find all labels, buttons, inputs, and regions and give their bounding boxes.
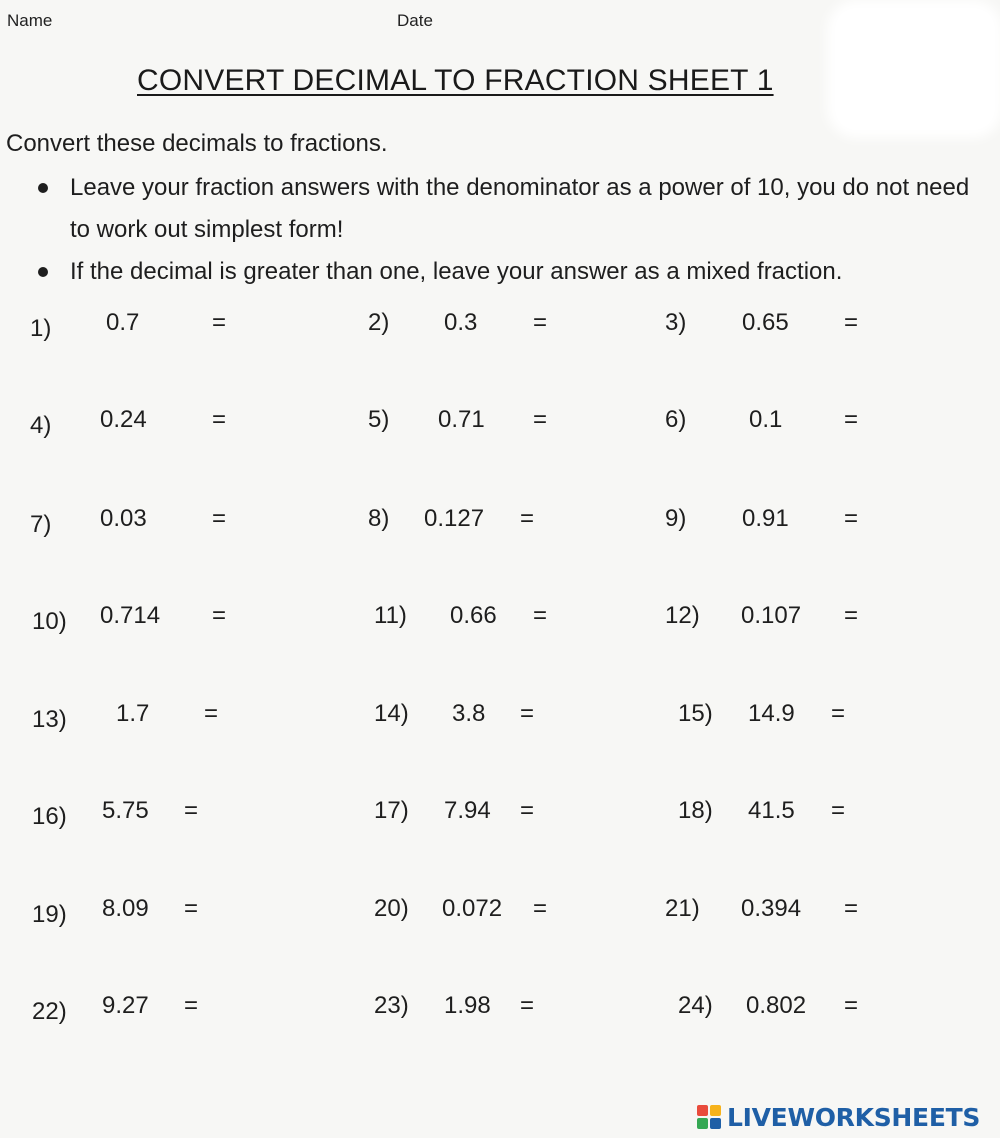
bullet-icon bbox=[38, 267, 48, 277]
equals-sign: = bbox=[533, 895, 548, 922]
equals-sign: = bbox=[212, 505, 227, 532]
equals-sign: = bbox=[520, 797, 535, 824]
erased-area bbox=[835, 8, 995, 130]
problem-number: 14) bbox=[374, 700, 409, 727]
problem-number: 24) bbox=[678, 992, 713, 1019]
watermark-text: LIVEWORKSHEETS bbox=[727, 1102, 981, 1132]
equals-sign: = bbox=[520, 505, 535, 532]
equals-sign: = bbox=[844, 895, 859, 922]
problem-number: 7) bbox=[30, 511, 52, 538]
problem-number: 19) bbox=[32, 901, 67, 928]
problem-decimal: 1.7 bbox=[116, 700, 150, 727]
problem-decimal: 9.27 bbox=[102, 992, 149, 1019]
equals-sign: = bbox=[520, 992, 535, 1019]
problem-decimal: 0.66 bbox=[450, 602, 497, 629]
problem-number: 3) bbox=[665, 309, 687, 336]
equals-sign: = bbox=[844, 505, 859, 532]
problem-number: 16) bbox=[32, 803, 67, 830]
problem-number: 17) bbox=[374, 797, 409, 824]
equals-sign: = bbox=[831, 797, 846, 824]
problem-number: 2) bbox=[368, 309, 390, 336]
equals-sign: = bbox=[844, 992, 859, 1019]
equals-sign: = bbox=[184, 895, 199, 922]
problem-decimal: 0.802 bbox=[746, 992, 807, 1019]
problem-number: 6) bbox=[665, 406, 687, 433]
problem-number: 18) bbox=[678, 797, 713, 824]
problem-number: 21) bbox=[665, 895, 700, 922]
problem-number: 10) bbox=[32, 608, 67, 635]
problem-decimal: 0.714 bbox=[100, 602, 161, 629]
equals-sign: = bbox=[184, 992, 199, 1019]
bullet-icon bbox=[38, 183, 48, 193]
problem-decimal: 5.75 bbox=[102, 797, 149, 824]
problem-decimal: 14.9 bbox=[748, 700, 795, 727]
problem-decimal: 0.127 bbox=[424, 505, 485, 532]
equals-sign: = bbox=[212, 602, 227, 629]
problem-decimal: 0.71 bbox=[438, 406, 485, 433]
equals-sign: = bbox=[204, 700, 219, 727]
problem-number: 4) bbox=[30, 412, 52, 439]
equals-sign: = bbox=[533, 602, 548, 629]
problem-decimal: 0.65 bbox=[742, 309, 789, 336]
problem-decimal: 0.3 bbox=[444, 309, 478, 336]
equals-sign: = bbox=[533, 406, 548, 433]
equals-sign: = bbox=[533, 309, 548, 336]
problem-decimal: 7.94 bbox=[444, 797, 491, 824]
problem-number: 12) bbox=[665, 602, 700, 629]
equals-sign: = bbox=[212, 406, 227, 433]
problem-number: 5) bbox=[368, 406, 390, 433]
equals-sign: = bbox=[184, 797, 199, 824]
equals-sign: = bbox=[831, 700, 846, 727]
equals-sign: = bbox=[520, 700, 535, 727]
problem-decimal: 0.03 bbox=[100, 505, 147, 532]
problem-number: 1) bbox=[30, 315, 52, 342]
problem-decimal: 8.09 bbox=[102, 895, 149, 922]
problem-number: 8) bbox=[368, 505, 390, 532]
name-label: Name bbox=[7, 11, 53, 30]
instructions-intro: Convert these decimals to fractions. bbox=[6, 130, 388, 157]
page-title: CONVERT DECIMAL TO FRACTION SHEET 1 bbox=[137, 64, 774, 97]
liveworksheets-watermark bbox=[697, 1100, 980, 1134]
problem-number: 15) bbox=[678, 700, 713, 727]
problem-number: 13) bbox=[32, 706, 67, 733]
problem-number: 20) bbox=[374, 895, 409, 922]
problem-number: 22) bbox=[32, 998, 67, 1025]
problem-decimal: 0.394 bbox=[741, 895, 802, 922]
problem-decimal: 0.7 bbox=[106, 309, 140, 336]
equals-sign: = bbox=[212, 309, 227, 336]
equals-sign: = bbox=[844, 406, 859, 433]
problem-number: 11) bbox=[374, 602, 407, 629]
instruction-bullet: If the decimal is greater than one, leave your answer as a mixed fraction. bbox=[70, 258, 843, 285]
instruction-bullet: Leave your fraction answers with the denominator as a power of 10, you do not need to work out simplest form! bbox=[70, 174, 970, 243]
problem-decimal: 0.107 bbox=[741, 602, 802, 629]
problem-decimal: 1.98 bbox=[444, 992, 491, 1019]
problem-number: 9) bbox=[665, 505, 687, 532]
equals-sign: = bbox=[844, 602, 859, 629]
problem-decimal: 0.24 bbox=[100, 406, 147, 433]
problem-decimal: 0.1 bbox=[749, 406, 783, 433]
problem-number: 23) bbox=[374, 992, 409, 1019]
problem-decimal: 41.5 bbox=[748, 797, 795, 824]
liveworksheets-logo-icon bbox=[697, 1105, 721, 1129]
problem-decimal: 0.072 bbox=[442, 895, 503, 922]
date-label: Date bbox=[397, 11, 433, 30]
equals-sign: = bbox=[844, 309, 859, 336]
problem-decimal: 0.91 bbox=[742, 505, 789, 532]
problem-decimal: 3.8 bbox=[452, 700, 486, 727]
